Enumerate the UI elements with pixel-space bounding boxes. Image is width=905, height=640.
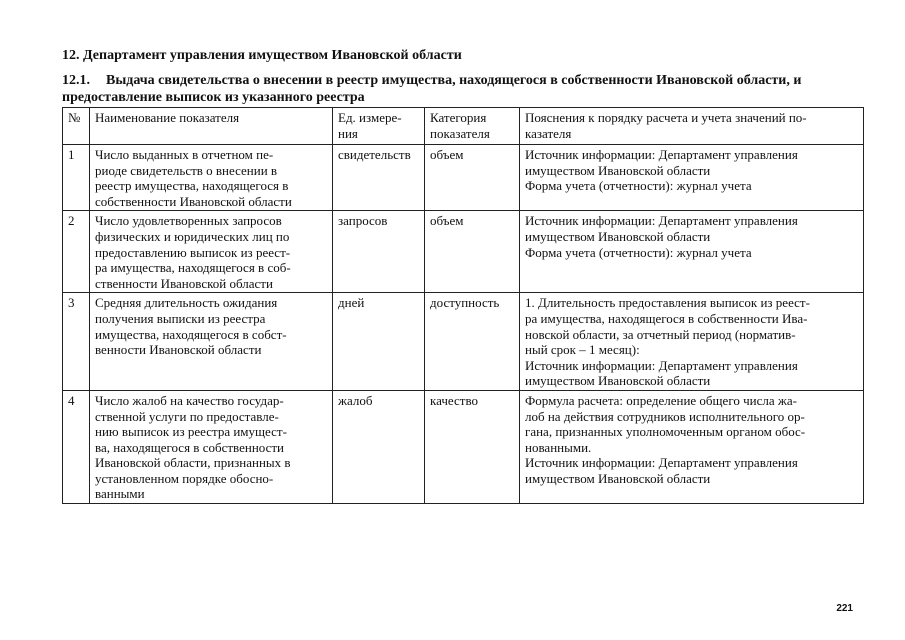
subsection-heading <box>62 72 852 106</box>
table-row <box>63 293 864 391</box>
header-category: Категория показателя <box>425 108 520 145</box>
row-name: Средняя длительность ожидания получения выписки из реестра имущества, находящегося в собст- венности Ивановской области <box>90 293 333 391</box>
row-category: объем <box>425 145 520 211</box>
row-name: Число жалоб на качество государ- ственной услуги по предоставле- нию выписок из реестра имущест- ва, находящегося в собственности Ивановской области, признанных в установленном порядке обосно- ванными <box>90 390 333 503</box>
row-num: 1 <box>63 145 90 211</box>
table-row <box>63 145 864 211</box>
row-notes: Формула расчета: определение общего числа жа- лоб на действия сотрудников исполнительного ор- гана, признанных уполномоченным органом обос- нованными. Источник информации: Департамент управления имуществом Ивановской области <box>520 390 864 503</box>
row-unit: дней <box>333 293 425 391</box>
indicators-table <box>62 107 864 504</box>
row-num: 4 <box>63 390 90 503</box>
table-header-row <box>63 108 864 145</box>
row-notes: Источник информации: Департамент управления имуществом Ивановской области Форма учета (отчетности): журнал учета <box>520 145 864 211</box>
row-num: 3 <box>63 293 90 391</box>
row-notes: 1. Длительность предоставления выписок из реест- ра имущества, находящегося в собственности Ива- новской области, за отчетный период (норматив- ный срок – 1 месяц): Источник информации: Департамент управления имуществом Ивановской области <box>520 293 864 391</box>
row-name: Число выданных в отчетном пе- риоде свидетельств о внесении в реестр имущества, находящегося в собственности Ивановской области <box>90 145 333 211</box>
row-category: качество <box>425 390 520 503</box>
header-notes: Пояснения к порядку расчета и учета значений по- казателя <box>520 108 864 145</box>
header-name: Наименование показателя <box>90 108 333 145</box>
section-title: 12. Департамент управления имуществом Ивановской области <box>62 48 462 63</box>
table-row <box>63 390 864 503</box>
row-category: объем <box>425 211 520 293</box>
row-unit: запросов <box>333 211 425 293</box>
page-number: 221 <box>836 603 853 614</box>
subsection-number: 12.1. <box>62 73 90 88</box>
row-category: доступность <box>425 293 520 391</box>
subsection-title: Выдача свидетельства о внесении в реестр имущества, находящегося в собственности Ивановской области, и предоставление выписок из указанного реестра <box>62 73 802 105</box>
row-unit: жалоб <box>333 390 425 503</box>
header-unit: Ед. измере- ния <box>333 108 425 145</box>
row-num: 2 <box>63 211 90 293</box>
table-row <box>63 211 864 293</box>
header-num: № <box>63 108 90 145</box>
row-notes: Источник информации: Департамент управления имуществом Ивановской области Форма учета (отчетности): журнал учета <box>520 211 864 293</box>
row-unit: свидетельств <box>333 145 425 211</box>
row-name: Число удовлетворенных запросов физических и юридических лиц по предоставлению выписок из реест- ра имущества, находящегося в соб- ственности Ивановской области <box>90 211 333 293</box>
